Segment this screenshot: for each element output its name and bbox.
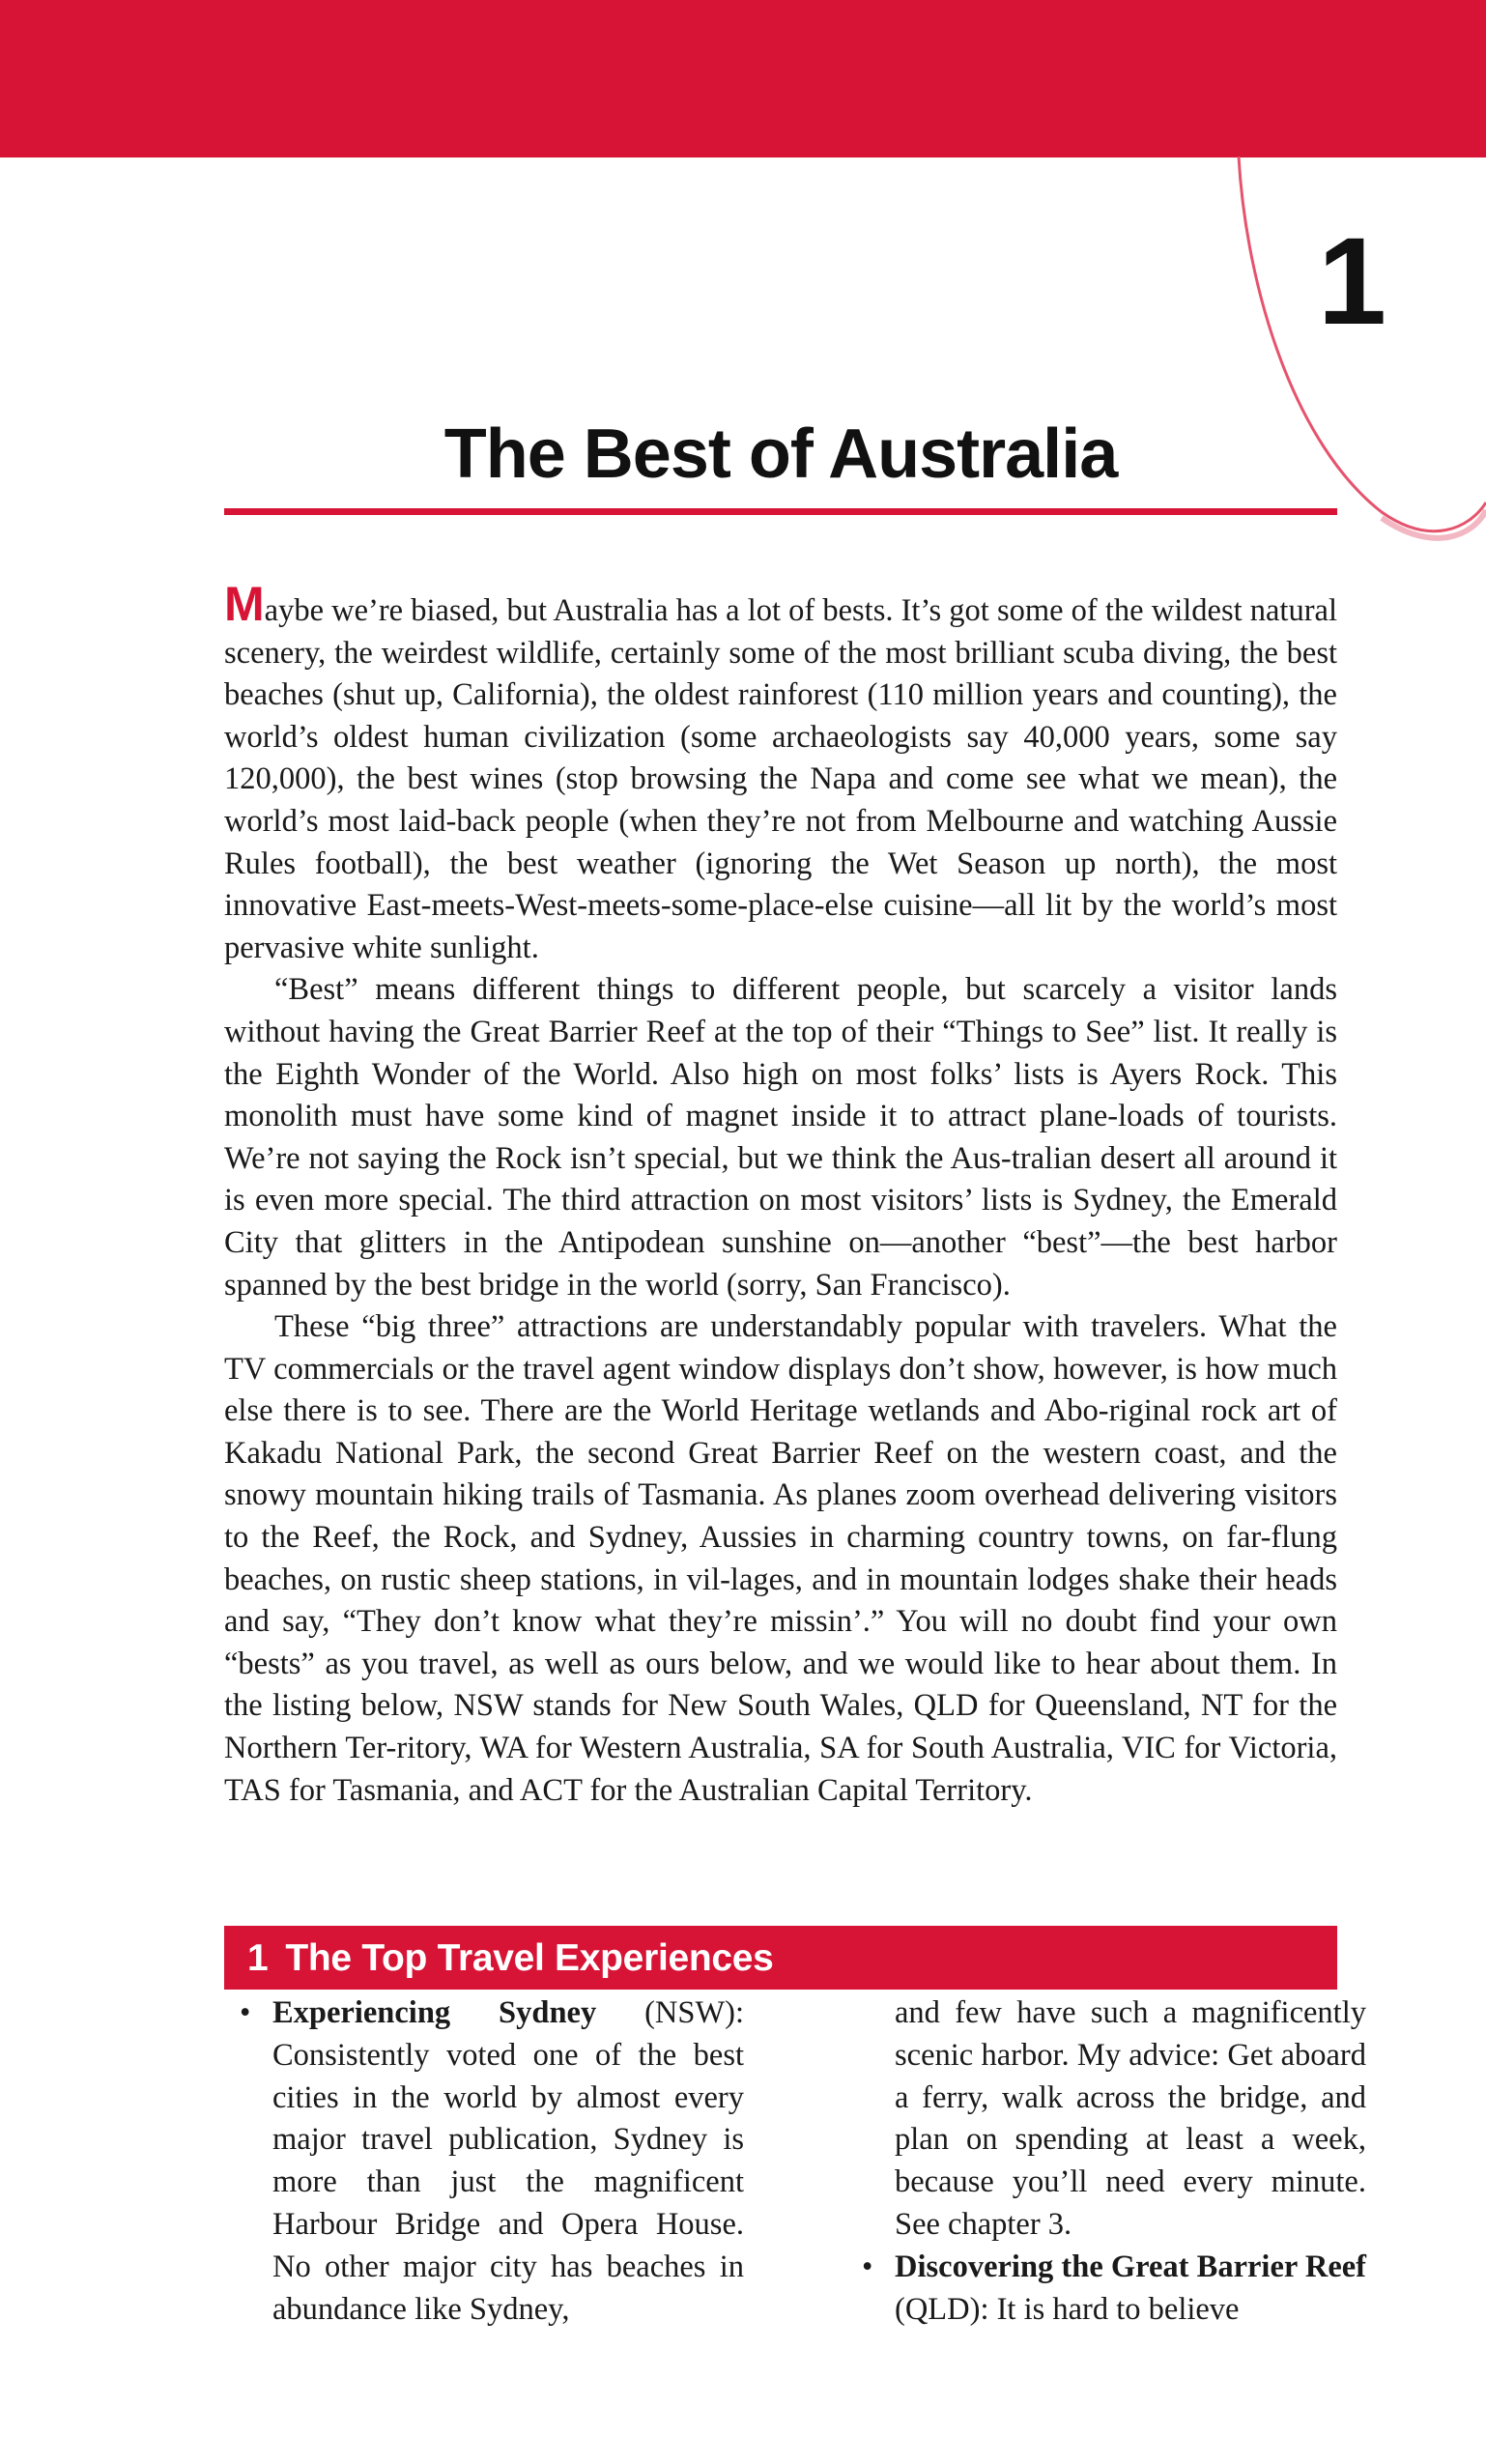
item-term: Discovering the Great Barrier Reef bbox=[895, 2249, 1366, 2284]
section-header-bar bbox=[224, 1926, 1337, 1990]
section-title: The Top Travel Experiences bbox=[285, 1937, 774, 1979]
intro-paragraph-2: “Best” means different things to different people, but scarcely a visitor lands without having the Great Barrier Reef at the top of their “Things to See” list. It really is the Eighth Wonder of the World. Also high on most folks’ lists is Ayers Rock. This monolith must have some kind of magnet inside it to attract plane-loads of tourists. We’re not saying the Rock isn’t special, but we think the Aus-tralian desert all around it is even more special. The third attraction on most visitors’ lists is Sydney, the Emerald City that glitters in the Antipodean sunshine on—another “best”—the best harbor spanned by the best bridge in the world (sorry, San Francisco). bbox=[224, 972, 1337, 1303]
list-item bbox=[240, 1992, 744, 2331]
item-term: Experiencing Sydney bbox=[272, 1995, 597, 2030]
intro-paragraph-1 bbox=[224, 577, 1337, 969]
experience-list bbox=[224, 1992, 1366, 2418]
section-number: 1 bbox=[247, 1937, 269, 1979]
drop-cap: M bbox=[224, 577, 265, 631]
left-column bbox=[240, 1992, 744, 2331]
intro-paragraph-1-text: aybe we’re biased, but Australia has a lot of bests. It’s got some of the wildest natural scenery, the weirdest wildlife, certainly some of the most brilliant scuba diving, the best beaches (shut up, California), the oldest rainforest (110 million years and counting), the world’s oldest human civilization (some archaeologists say 40,000 years, some say 120,000), the best wines (stop browsing the Napa and come see what we mean), the world’s most laid-back people (when they’re not from Melbourne and watching Aussie Rules football), the best weather (ignoring the Wet Season up north), the most innovative East-meets-West-meets-some-place-else cuisine—all lit by the world’s most pervasive white sunlight. bbox=[224, 593, 1337, 965]
list-item bbox=[862, 2247, 1366, 2332]
intro-paragraph-3: These “big three” attractions are understandably popular with travelers. What the TV commercials or the travel agent window displays don’t show, however, is how much else there is to see. There are the World Heritage wetlands and Abo-riginal rock art of Kakadu National Park, the second Great Barrier Reef on the western coast, and the snowy mountain hiking trails of Tasmania. As planes zoom overhead delivering visitors to the Reef, the Rock, and Sydney, Aussies in charming country towns, on far-flung beaches, on rustic sheep stations, in vil-lages, and in mountain lodges shake their heads and say, “They don’t know what they’re missin’.” You will no doubt find your own “bests” as you travel, as well as ours below, and we would like to hear about them. In the listing below, NSW stands for New South Wales, QLD for Queensland, NT for the Northern Ter-ritory, WA for Western Australia, SA for South Australia, VIC for Victoria, TAS for Tasmania, and ACT for the Australian Capital Territory. bbox=[224, 1309, 1337, 1808]
bullet-icon: • bbox=[240, 1995, 251, 2030]
section-heading bbox=[247, 1926, 774, 1990]
bullet-icon: • bbox=[862, 2249, 873, 2284]
item-text: (NSW): Consistently voted one of the best cities in the world by almost every major travel publication, Sydney is more than just the magnificent Harbour Bridge and Opera House. No other major city has beaches in abundance like Sydney, bbox=[272, 1995, 744, 2327]
chapter-number: 1 bbox=[1317, 213, 1386, 351]
top-color-band bbox=[0, 0, 1486, 158]
right-column bbox=[862, 1992, 1366, 2331]
list-item-continuation: and few have such a magnificently scenic harbor. My advice: Get aboard a ferry, walk across the bridge, and plan on spending at least a week, because you’ll need every minute. See chapter 3. bbox=[895, 1995, 1366, 2242]
title-rule bbox=[224, 508, 1337, 515]
chapter-title: The Best of Australia bbox=[443, 415, 1118, 493]
intro-text bbox=[224, 577, 1337, 1812]
item-text: (QLD): It is hard to believe bbox=[895, 2291, 1240, 2327]
